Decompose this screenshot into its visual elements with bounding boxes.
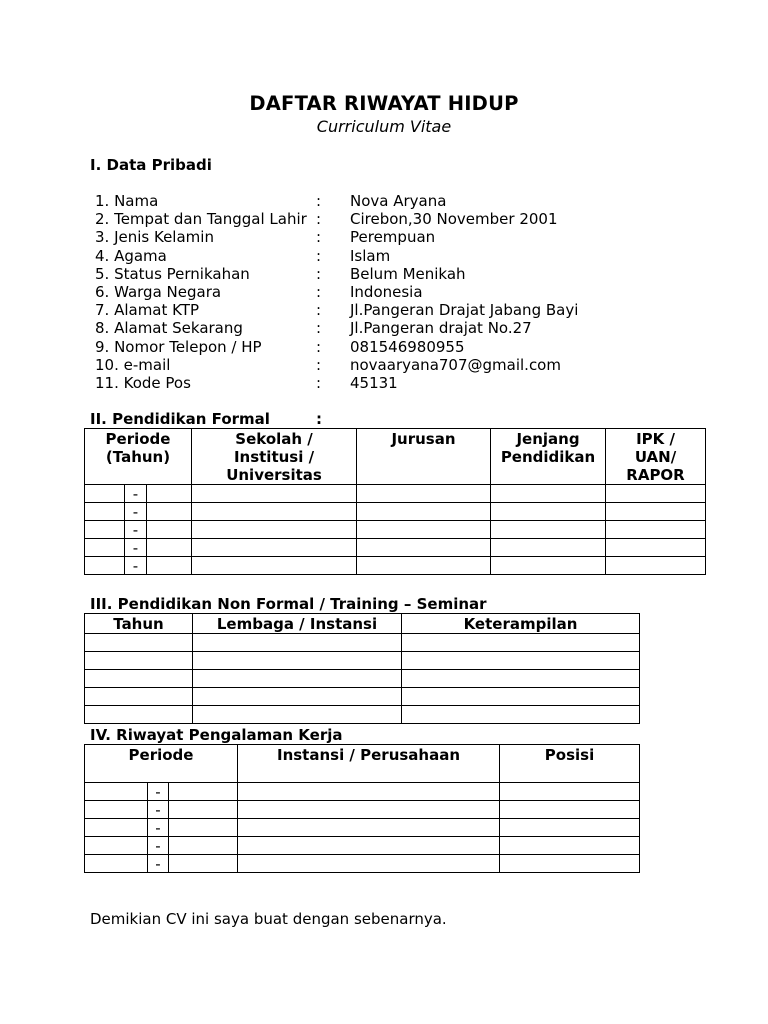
personal-row [95, 319, 655, 337]
field-colon: : [316, 319, 322, 338]
section-heading-work-experience: IV. Riwayat Pengalaman Kerja [90, 726, 343, 744]
work-experience-table [84, 744, 640, 873]
table-cell [85, 801, 148, 819]
table-cell [500, 783, 640, 801]
table-cell [357, 521, 491, 539]
section-heading-formal-education [90, 410, 322, 428]
field-label: 10. e-mail [95, 355, 171, 374]
table-cell [147, 539, 192, 557]
header-sekolah [192, 429, 357, 485]
table-row [85, 837, 640, 855]
table-cell [147, 557, 192, 575]
table-cell [147, 503, 192, 521]
table-cell [169, 801, 238, 819]
table-cell [193, 688, 402, 706]
field-label: 4. Agama [95, 246, 167, 265]
personal-row [95, 265, 655, 283]
header-posisi: Posisi [500, 745, 640, 783]
section-heading-text: II. Pendidikan Formal [90, 410, 270, 428]
header-lembaga: Lembaga / Instansi [193, 614, 402, 634]
table-cell [357, 557, 491, 575]
personal-row [95, 338, 655, 356]
table-row [85, 652, 640, 670]
table-cell [85, 652, 193, 670]
table-cell [85, 837, 148, 855]
field-colon: : [316, 337, 322, 356]
header-periode: Periode [85, 745, 238, 783]
field-colon: : [316, 282, 322, 301]
field-colon: : [316, 373, 322, 392]
field-colon: : [316, 228, 322, 247]
table-cell [85, 557, 125, 575]
table-row [85, 539, 706, 557]
table-cell [500, 819, 640, 837]
table-cell [192, 557, 357, 575]
header-text: IPK / [636, 430, 675, 448]
table-cell [402, 670, 640, 688]
header-tahun: Tahun [85, 614, 193, 634]
table-cell [402, 634, 640, 652]
table-cell [238, 783, 500, 801]
table-cell [500, 837, 640, 855]
table-row [85, 688, 640, 706]
table-cell [192, 485, 357, 503]
dash-cell: - [125, 503, 147, 521]
field-colon: : [316, 210, 322, 229]
header-text: Periode [105, 430, 171, 448]
field-value: Jl.Pangeran Drajat Jabang Bayi [350, 301, 579, 320]
table-cell [606, 521, 706, 539]
header-jurusan: Jurusan [357, 429, 491, 485]
closing-statement: Demikian CV ini saya buat dengan sebenarnya. [90, 910, 447, 928]
table-header-row [85, 614, 640, 634]
header-text: Institusi / [233, 448, 315, 466]
table-cell [192, 539, 357, 557]
header-text: Jenjang [516, 430, 580, 448]
field-colon: : [316, 246, 322, 265]
table-cell [193, 670, 402, 688]
field-label: 2. Tempat dan Tanggal Lahir [95, 210, 307, 229]
table-cell [147, 485, 192, 503]
section-heading-colon: : [316, 410, 322, 428]
field-value: Perempuan [350, 228, 436, 247]
table-cell [85, 855, 148, 873]
table-cell [85, 521, 125, 539]
header-periode [85, 429, 192, 485]
table-row [85, 670, 640, 688]
table-row [85, 819, 640, 837]
table-header-row [85, 429, 706, 485]
table-cell [402, 652, 640, 670]
dash-cell: - [148, 801, 169, 819]
field-label: 8. Alamat Sekarang [95, 319, 243, 338]
personal-row [95, 356, 655, 374]
personal-row [95, 192, 655, 210]
table-cell [491, 539, 606, 557]
table-cell [169, 837, 238, 855]
field-colon: : [316, 301, 322, 320]
dash-cell: - [148, 855, 169, 873]
table-cell [193, 706, 402, 724]
table-cell [357, 485, 491, 503]
field-value: Islam [350, 246, 391, 265]
header-text: Sekolah / [235, 430, 313, 448]
table-cell [85, 634, 193, 652]
header-text: Pendidikan [500, 448, 596, 466]
field-colon: : [316, 192, 322, 210]
field-label: 9. Nomor Telepon / HP [95, 337, 262, 356]
header-text: (Tahun) [105, 448, 171, 466]
table-cell [491, 521, 606, 539]
field-value: novaaryana707@gmail.com [350, 355, 561, 374]
table-cell [85, 706, 193, 724]
header-text: UAN/ [634, 448, 677, 466]
table-cell [491, 557, 606, 575]
personal-row [95, 283, 655, 301]
table-cell [169, 819, 238, 837]
field-label: 5. Status Pernikahan [95, 264, 250, 283]
table-row [85, 557, 706, 575]
table-row [85, 503, 706, 521]
table-cell [238, 819, 500, 837]
table-cell [238, 837, 500, 855]
field-label: 6. Warga Negara [95, 282, 222, 301]
document-title: DAFTAR RIWAYAT HIDUP [249, 92, 519, 115]
header-jenjang [491, 429, 606, 485]
table-cell [192, 503, 357, 521]
header-instansi: Instansi / Perusahaan [238, 745, 500, 783]
dash-cell: - [148, 819, 169, 837]
field-colon: : [316, 355, 322, 374]
header-text: Universitas [226, 466, 322, 484]
field-label: 11. Kode Pos [95, 373, 191, 392]
table-cell [500, 855, 640, 873]
table-cell [85, 503, 125, 521]
field-value: Belum Menikah [350, 264, 466, 283]
field-value: 081546980955 [350, 337, 465, 356]
table-cell [491, 485, 606, 503]
personal-row [95, 247, 655, 265]
table-cell [147, 521, 192, 539]
table-row [85, 855, 640, 873]
table-cell [85, 783, 148, 801]
table-cell [500, 801, 640, 819]
field-colon: : [316, 264, 322, 283]
dash-cell: - [125, 557, 147, 575]
field-value: Indonesia [350, 282, 423, 301]
non-formal-table [84, 613, 640, 724]
section-heading-non-formal: III. Pendidikan Non Formal / Training – Seminar [90, 595, 487, 613]
table-cell [193, 634, 402, 652]
table-cell [85, 539, 125, 557]
table-cell [606, 485, 706, 503]
header-keterampilan: Keterampilan [402, 614, 640, 634]
formal-education-table [84, 428, 706, 575]
table-row [85, 634, 640, 652]
field-label: 3. Jenis Kelamin [95, 228, 214, 247]
table-header-row [85, 745, 640, 783]
table-cell [169, 855, 238, 873]
table-cell [491, 503, 606, 521]
dash-cell: - [125, 521, 147, 539]
field-value: Cirebon,30 November 2001 [350, 210, 558, 229]
table-cell [85, 670, 193, 688]
field-value: Jl.Pangeran drajat No.27 [350, 319, 532, 338]
table-cell [192, 521, 357, 539]
table-cell [193, 652, 402, 670]
field-value: Nova Aryana [350, 192, 447, 210]
personal-row [95, 210, 655, 228]
table-cell [402, 706, 640, 724]
table-cell [85, 819, 148, 837]
table-cell [85, 688, 193, 706]
table-row [85, 485, 706, 503]
dash-cell: - [125, 539, 147, 557]
table-cell [606, 539, 706, 557]
table-cell [402, 688, 640, 706]
table-cell [238, 855, 500, 873]
field-value: 45131 [350, 373, 398, 392]
table-row [85, 521, 706, 539]
table-row [85, 706, 640, 724]
field-label: 7. Alamat KTP [95, 301, 200, 320]
dash-cell: - [148, 837, 169, 855]
dash-cell: - [148, 783, 169, 801]
document-subtitle: Curriculum Vitae [316, 117, 452, 136]
table-cell [169, 783, 238, 801]
personal-data-list [95, 192, 655, 392]
table-cell [85, 485, 125, 503]
field-label: 1. Nama [95, 192, 159, 210]
table-cell [357, 539, 491, 557]
header-ipk [606, 429, 706, 485]
table-cell [606, 503, 706, 521]
section-heading-personal: I. Data Pribadi [90, 156, 212, 174]
table-cell [357, 503, 491, 521]
table-cell [238, 801, 500, 819]
personal-row [95, 301, 655, 319]
table-row [85, 801, 640, 819]
dash-cell: - [125, 485, 147, 503]
personal-row [95, 374, 655, 392]
table-row [85, 783, 640, 801]
table-cell [606, 557, 706, 575]
personal-row [95, 228, 655, 246]
header-text: RAPOR [626, 466, 685, 484]
